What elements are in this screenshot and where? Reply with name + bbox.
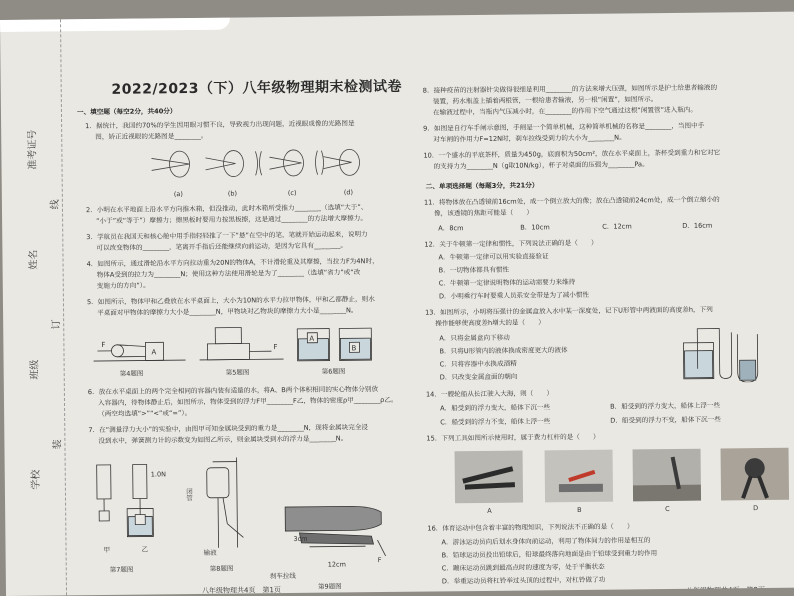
q13-option-d: D．只改变金属盒面的朝向 xyxy=(439,372,518,382)
figure-8-label-infusion: 输液 xyxy=(203,548,217,557)
binding-margin xyxy=(0,19,67,596)
q2-line-2: “小于”或“等于”）摩擦力；擦黑板时要用力按黑板擦，这是通过________的方法增大摩擦力。 xyxy=(96,214,367,226)
q7-line-1: 7．在“测量浮力大小”的实验中，由图甲可知金属块受到的重力是________N，现将金属块完全浸 xyxy=(88,423,369,435)
q3-line-2: 可以改变物体的________，笔离开手指后还能继续向前运动，是因为它具有________。 xyxy=(96,241,347,253)
figure-9-label-force: F xyxy=(377,556,382,565)
figure-7-label-jia: 甲 xyxy=(103,545,111,554)
q12-option-d: D．小明乘行车时要乘人员系安全带是为了减小惯性 xyxy=(438,290,590,301)
pressure-gauge-figure xyxy=(679,324,766,383)
figure-9-label-12cm: 12cm xyxy=(327,560,346,569)
tool-photo-d xyxy=(721,448,790,501)
q8-line-2: 装置，药水瓶盖上插着两根管，一根给患者输液，另一根“闲置”，如图所示。 xyxy=(432,95,658,106)
q7-line-2: 没到水中，弹簧测力计的示数变为如图乙所示，则金属块受到水的浮力是________N。 xyxy=(98,434,348,445)
q11-line-2: 像，该透镜的焦距可能是（ ） xyxy=(434,208,533,218)
name-label: 姓名 xyxy=(28,249,40,270)
q11-line-1: 11．将物体放在凸透镜前16cm处，成一个倒立放大的像；放在凸透镜前24cm处，成一个倒立缩小的 xyxy=(423,195,720,207)
figure-9-caption: 第9题图 xyxy=(317,582,342,591)
q9-line-1: 9．如图是自行车手闸示意图，手闸是一个简单机械，这种简单机械的名称是________，当图中手 xyxy=(423,121,705,133)
q12-option-c: C．牛顿第一定律说明物体的运动需要力来维持 xyxy=(438,277,576,288)
figure-6-caption: 第6题图 xyxy=(321,367,346,376)
q5-line-1: 5．如图所示，物体甲和乙叠放在水平桌面上，大小为10N的水平力拉甲物体，甲和乙都静止，则水 xyxy=(86,295,375,307)
tool-photo-a xyxy=(455,451,524,504)
q8-line-1: 8．接种疫苗的注射器针尖做得很细是利用________的方法来增大压强，如图所示是护士给患者输液的 xyxy=(422,83,718,95)
footer-right: 八年级物理共4页 第2页 xyxy=(685,586,765,595)
figure-5-caption: 第5题图 xyxy=(225,368,250,377)
tool-label-c: C xyxy=(665,505,670,514)
q3-line-1: 3．学航员在我国天和核心舱中用手指轻轻推了一下“悬”在空中的笔，笔就开始运动起来，说明力 xyxy=(86,230,368,242)
svg-text:F: F xyxy=(273,343,278,352)
q10-line-2: 的支持力为________N（g取10N/kg），杯子对桌面的压强为________Pa。 xyxy=(433,160,649,171)
lens-label-c: (c) xyxy=(287,188,297,197)
q10-line-1: 10．一个盛水的平底茶杯，质量为450g，底面积为50cm²，放在水平桌面上，茶杯受到重力和它对它 xyxy=(423,148,721,160)
tool-label-b: B xyxy=(577,505,582,514)
figure-7-label-yi: 乙 xyxy=(141,545,149,554)
q16-option-c: C．蹦床运动员跳到最高点时的速度为零，处于平衡状态 xyxy=(441,562,605,573)
school-label: 学校 xyxy=(30,469,42,490)
ticket-label: 准考证号 xyxy=(27,129,39,170)
figure-7-spring-scale xyxy=(89,454,176,545)
seal-mark-1: 装 xyxy=(52,439,64,450)
q9-line-2: 对车闸的作用力F=12N时，刹车拉线受到力的大小为________N。 xyxy=(433,133,626,144)
figure-9-label-3cm: 3cm xyxy=(293,534,308,543)
svg-text:F: F xyxy=(101,340,106,349)
figure-4-pulley xyxy=(93,326,189,367)
q12-stem: 12．关于牛顿第一定律和惯性，下列说法正确的是（ ） xyxy=(424,238,598,249)
figure-8-iv-drip xyxy=(193,453,258,554)
q16-option-d: D．举重运动员将杠铃举过头顶的过程中，对杠铃做了功 xyxy=(441,575,606,586)
q6-line-3: （两空均选填“>”“<”或“=”）。 xyxy=(98,409,192,418)
figure-6-containers xyxy=(293,322,377,365)
q6-line-2: 入容器内，待物体静止后，如图所示，物体受到的浮力F甲________F乙，物体的密度ρ甲________ρ乙。 xyxy=(97,395,398,407)
q4-line-2: 物体A受到的拉力为________N；使用这种方法使用滑轮是为了________（选填“省力”或“改 xyxy=(96,268,361,280)
lens-label-a: (a) xyxy=(173,190,183,199)
lens-label-d: (d) xyxy=(343,188,354,197)
q14-option-b: B．船受到的浮力变大，船体上浮一些 xyxy=(610,401,721,411)
tool-label-a: A xyxy=(487,506,492,515)
q8-line-3: 在输液过程中，当瓶内气压减小时，在________的作用下空气通过这根“闲置管”进入瓶内。 xyxy=(432,105,698,117)
q12-option-a: A．牛顿第一定律可以用实验直接验证 xyxy=(438,252,549,262)
figure-9-label-cable: 刹车拉线 xyxy=(269,571,296,581)
q6-line-1: 6．放在水平桌面上的两个完全相同的容器内装有适量的水，将A、B两个体积相同的实心物体分别放 xyxy=(87,385,379,397)
q14-option-d: D．船受到的浮力不变，船体下沉一些 xyxy=(610,415,721,425)
q13-line-1: 13．如图所示，小明将压强计的金属盒放入水中某一深度处，记下U形管中两液面的高度差h，下列 xyxy=(425,305,713,317)
q4-line-3: 变施力的方向”）。 xyxy=(96,281,150,291)
figure-4-caption: 第4题图 xyxy=(119,369,144,378)
q1-line-2: 图，矫正近视眼的光路图是________。 xyxy=(95,131,208,142)
q12-option-b: B．一切物体都具有惯性 xyxy=(438,265,510,275)
q11-option-c: C．12cm xyxy=(602,222,632,231)
figure-7-caption: 第7题图 xyxy=(109,565,134,574)
q15-stem: 15．下列工具如图所示使用时，属于费力杠杆的是（ ） xyxy=(426,432,600,443)
q16-stem: 16．体育运动中包含着丰富的物理知识，下列说法不正确的是（ ） xyxy=(427,522,634,533)
svg-text:A: A xyxy=(309,334,315,343)
page-title: 2022/2023（下）八年级物理期末检测试卷 xyxy=(111,78,403,98)
q13-line-2: 操作能够使高度差h增大的是（ ） xyxy=(435,318,545,328)
class-label: 班级 xyxy=(29,359,41,380)
figure-8-caption: 第8题图 xyxy=(209,564,234,573)
figure-7-label-reading: 1.0N xyxy=(150,470,167,479)
q13-option-b: B．只将U形管内的液体换成密度更大的液体 xyxy=(439,346,568,356)
section-1-heading: 一、填空题（每空2分，共40分） xyxy=(76,107,177,117)
q14-stem: 14．一艘轮船从长江驶入大海，则（ ） xyxy=(425,389,554,399)
tool-label-d: D xyxy=(753,504,759,513)
section-2-heading: 二、单项选择题（每题3分，共21分） xyxy=(425,181,539,191)
q4-line-1: 4．如图所示，通过滑轮沿水平方向拉动重为20N的物体A，不计滑轮重及其摩擦，当拉力F为4N时， xyxy=(86,257,379,269)
q2-line-1: 2．小明在水平地面上沿水平方向推木箱，但没推动，此时木箱所受推力________（选填“大于”、 xyxy=(85,203,368,215)
q11-option-d: D．16cm xyxy=(682,221,713,230)
figure-9-brake-lever xyxy=(281,502,392,563)
lens-diagrams xyxy=(151,144,371,190)
figure-5-blocks xyxy=(199,321,285,366)
tool-photo-b xyxy=(545,450,614,503)
q13-option-c: C．只将容器中水换成酒精 xyxy=(439,359,517,369)
seal-mark-3: 线 xyxy=(49,199,61,210)
q1-line-1: 1．据统计，我国约70%的学生因用眼习惯不良，导致视力出现问题，近视眼成像的光路图是 xyxy=(85,119,355,131)
tool-photo-c xyxy=(633,449,702,502)
exam-paper xyxy=(0,12,794,596)
q14-option-c: C．船受到的浮力不变，船体上浮一些 xyxy=(440,417,551,427)
footer-left: 八年级物理共4页 第1页 xyxy=(201,586,281,595)
q16-option-b: B．铅球运动员投出铅球后，铅球最终落向地面是由于铅球受到重力的作用 xyxy=(441,549,658,560)
q11-option-b: B．10cm xyxy=(520,223,550,232)
seal-mark-2: 订 xyxy=(51,319,63,330)
figure-8-label-tube: 闭管 xyxy=(184,488,194,502)
q13-option-a: A．只将金属盒向下移动 xyxy=(439,333,510,343)
svg-text:A: A xyxy=(151,348,157,357)
q16-option-a: A．游泳运动员向后划水身体向前运动，利用了物体间力的作用是相互的 xyxy=(441,536,651,547)
q14-option-a: A．船受到的浮力变大，船体下沉一些 xyxy=(440,403,551,413)
q11-option-a: A．8cm xyxy=(438,224,464,233)
lens-label-b: (b) xyxy=(227,189,238,198)
svg-text:B: B xyxy=(351,344,357,353)
q5-line-2: 平桌面对甲物体的摩擦力大小是________N，甲物块对乙物块的摩擦力大小是________N。 xyxy=(97,306,358,317)
